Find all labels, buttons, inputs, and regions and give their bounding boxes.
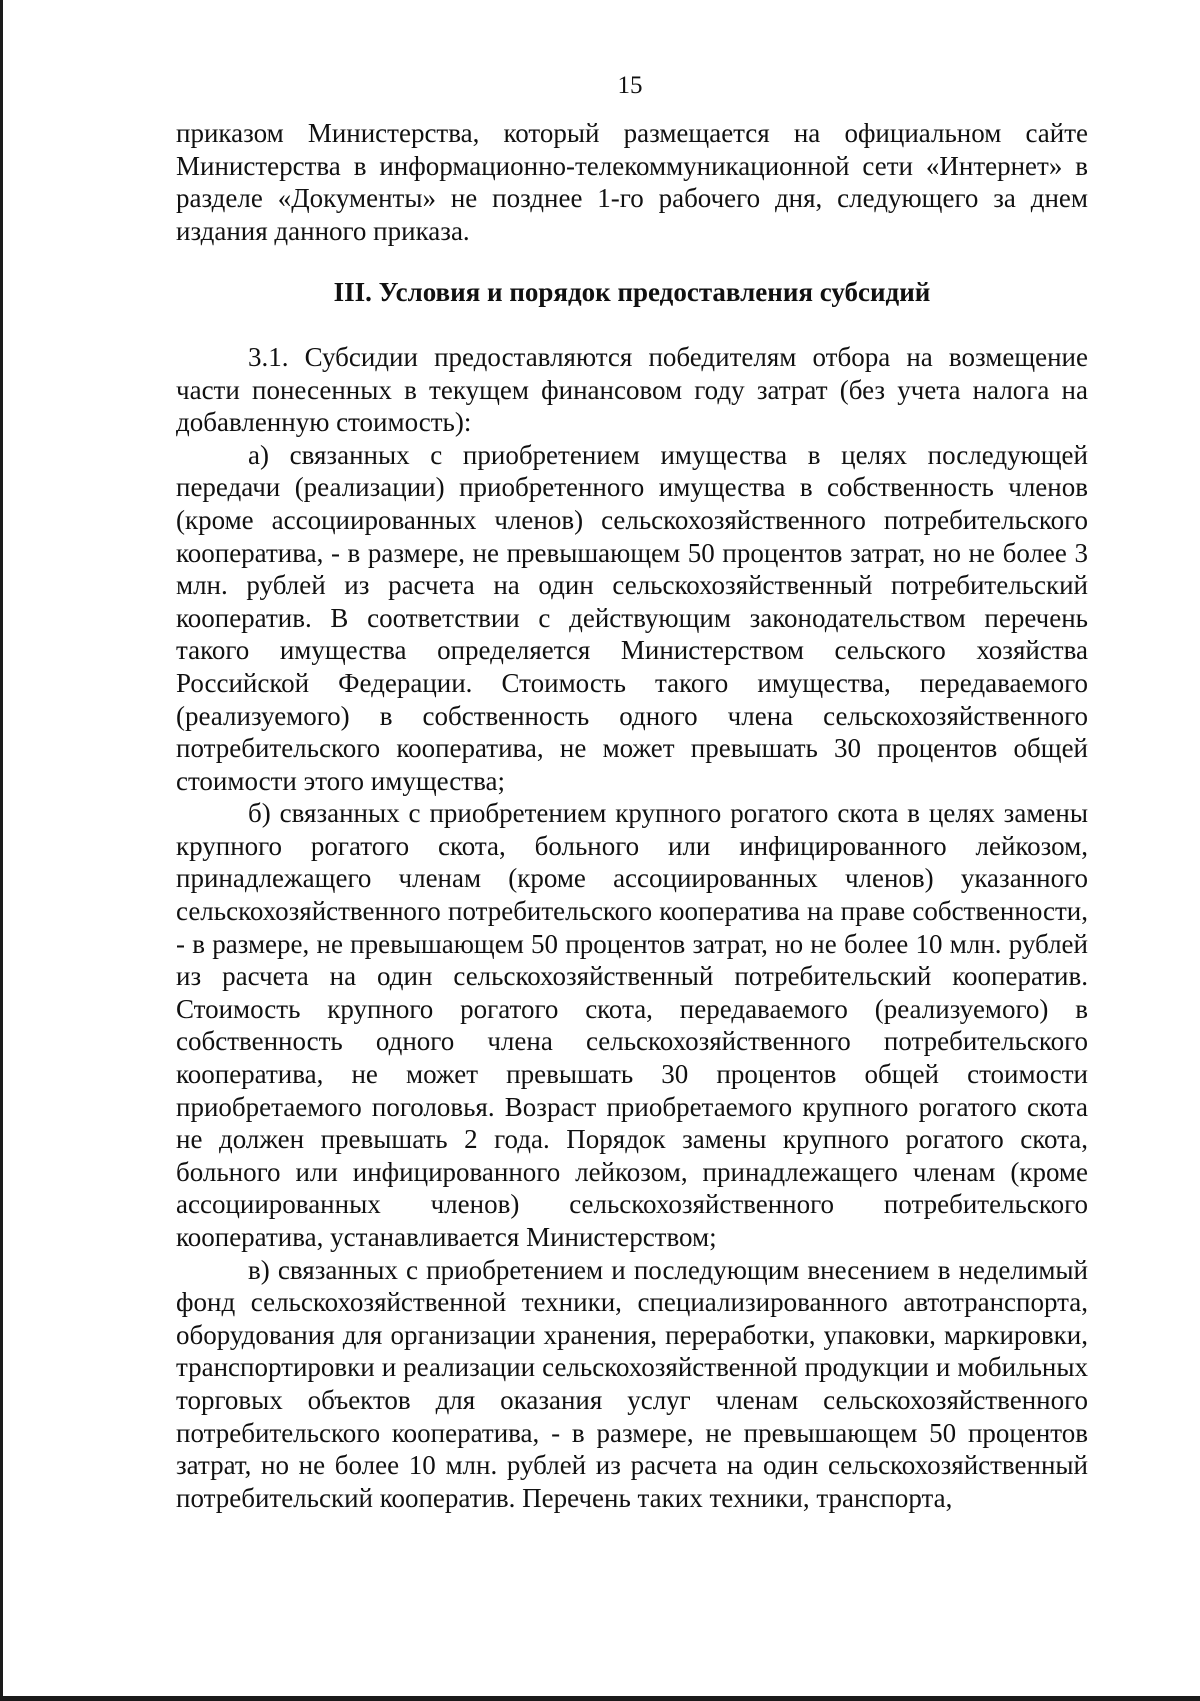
document-body [176,117,1088,1514]
item-a: а) связанных с приобретением имущества в целях последующей передачи (реализации) приобретенного имущества в собственность членов (кроме ассоциированных членов) сельскохозяйственного потребительского кооператива, - в размере, не превышающем 50 процентов затрат, но не более 3 млн. рублей из расчета на один сельскохозяйственный потребительский кооператив. В соответствии с действующим законодательством перечень такого имущества определяется Министерством сельского хозяйства Российской Федерации. Стоимость такого имущества, передаваемого (реализуемого) в собственность одного члена сельскохозяйственного потребительского кооператива, не может превышать 30 процентов общей стоимости этого имущества; [176,439,1088,796]
paragraph-3-1: 3.1. Субсидии предоставляются победителям отбора на возмещение части понесенных в текущем финансовом году затрат (без учета налога на добавленную стоимость): [176,341,1088,438]
scan-border-bottom [0,1696,1200,1701]
item-b: б) связанных с приобретением крупного рогатого скота в целях замены крупного рогатого скота, больного или инфицированного лейкозом, принадлежащего членам (кроме ассоциированных членов) указанного сельскохозяйственного потребительского кооператива на праве собственности, - в размере, не превышающем 50 процентов затрат, но не более 10 млн. рублей из расчета на один сельскохозяйственный потребительский кооператив. Стоимость крупного рогатого скота, передаваемого (реализуемого) в собственность одного члена сельскохозяйственного потребительского кооператива, не может превышать 30 процентов общей стоимости приобретаемого поголовья. Возраст приобретаемого крупного рогатого скота не должен превышать 2 года. Порядок замены крупного рогатого скота, больного или инфицированного лейкозом, принадлежащего членам (кроме ассоциированных членов) сельскохозяйственного потребительского кооператива, устанавливается Министерством; [176,798,1088,1252]
item-v: в) связанных с приобретением и последующим внесением в неделимый фонд сельскохозяйственной техники, специализированного автотранспорта, оборудования для организации хранения, переработки, упаковки, маркировки, транспортировки и реализации сельскохозяйственной продукции и мобильных торговых объектов для оказания услуг членам сельскохозяйственного потребительского кооператива, - в размере, не превышающем 50 процентов затрат, но не более 10 млн. рублей из расчета на один сельскохозяйственный потребительский кооператив. Перечень таких техники, транспорта, [176,1254,1088,1513]
paragraph-intro: приказом Министерства, который размещается на официальном сайте Министерства в информационно-телекоммуникационной сети «Интернет» в разделе «Документы» не позднее 1-го рабочего дня, следующего за днем издания данного приказа. [176,118,1088,246]
scan-border-left [0,0,3,1701]
section-title: III. Условия и порядок предоставления субсидий [333,277,931,308]
page-number: 15 [617,72,643,99]
